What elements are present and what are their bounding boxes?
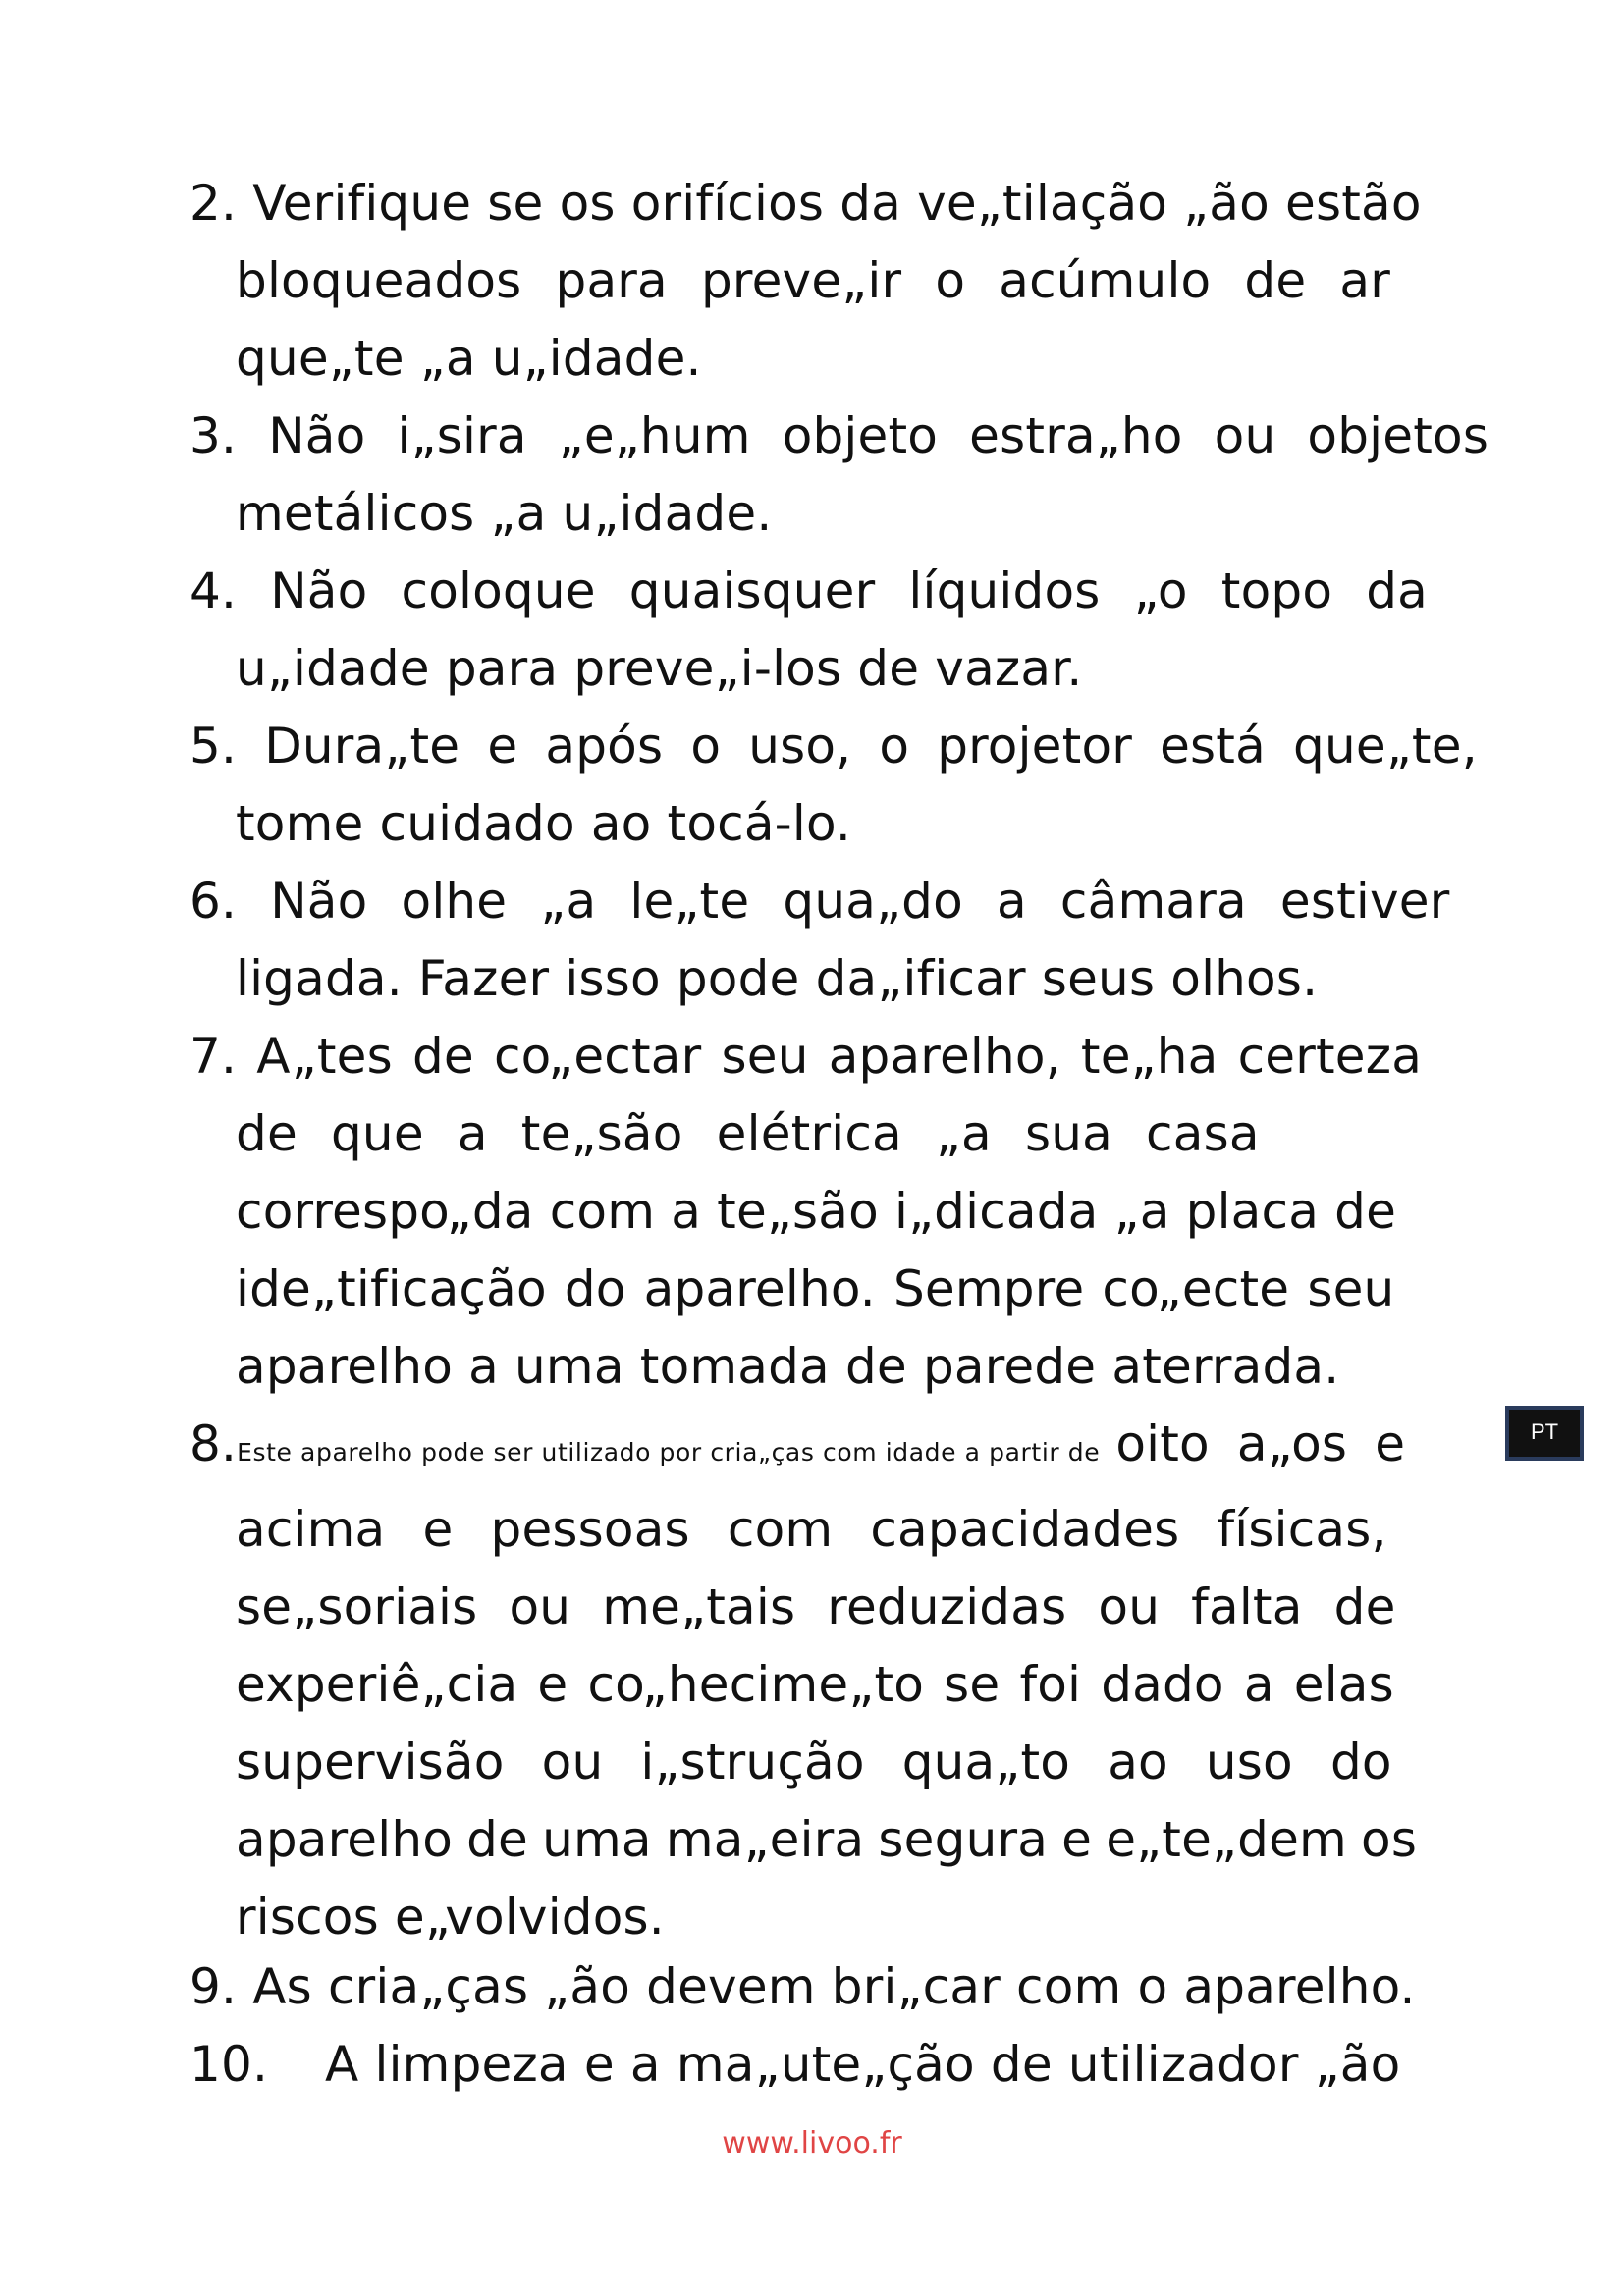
item-5-line-1 bbox=[189, 708, 1505, 785]
item-text: ligada. Fazer isso pode da„ificar seus olhos. bbox=[236, 950, 1319, 1007]
item-text: acima e pessoas com capacidades físicas, bbox=[236, 1501, 1387, 1558]
list-item-3 bbox=[189, 398, 1505, 553]
item-4-line-2 bbox=[189, 630, 1505, 708]
item-number: 4. bbox=[189, 562, 238, 619]
item-text: ide„tificação do aparelho. Sempre co„ecte seu bbox=[236, 1260, 1395, 1317]
item-3-line-1 bbox=[189, 398, 1505, 475]
language-badge: PT bbox=[1505, 1406, 1584, 1461]
item-8-line-4 bbox=[189, 1646, 1505, 1724]
item-6-line-1 bbox=[189, 863, 1505, 940]
item-number: 3. bbox=[189, 407, 238, 464]
item-text: que„te „a u„idade. bbox=[236, 330, 702, 387]
item-6-line-2 bbox=[189, 940, 1505, 1018]
list-item-9 bbox=[189, 1949, 1505, 2026]
list-item-5 bbox=[189, 708, 1505, 863]
list-item-10 bbox=[189, 2026, 1505, 2104]
item-7-line-1 bbox=[189, 1018, 1505, 1095]
item-number: 8. bbox=[189, 1415, 238, 1472]
item-text: supervisão ou i„strução qua„to ao uso do bbox=[236, 1734, 1392, 1790]
item-text: correspo„da com a te„são i„dicada „a placa de bbox=[236, 1183, 1397, 1240]
item-number: 10. bbox=[189, 2036, 269, 2093]
item-text: bloqueados para preve„ir o acúmulo de ar bbox=[236, 252, 1391, 309]
item-text: Não coloque quaisquer líquidos „o topo da bbox=[270, 562, 1429, 619]
item-text: Verifique se os orifícios da ve„tilação „ão estão bbox=[252, 175, 1422, 232]
item-text: metálicos „a u„idade. bbox=[236, 485, 773, 542]
item-number: 2. bbox=[189, 175, 238, 232]
item-8-line-5 bbox=[189, 1724, 1505, 1801]
item-text: riscos e„volvidos. bbox=[236, 1889, 665, 1946]
item-text: experiê„cia e co„hecime„to se foi dado a elas bbox=[236, 1656, 1394, 1713]
item-4-line-1 bbox=[189, 553, 1505, 630]
item-7-line-4 bbox=[189, 1251, 1505, 1328]
item-text: oito a„os e bbox=[1115, 1415, 1406, 1472]
item-text: aparelho de uma ma„eira segura e e„te„dem os bbox=[236, 1811, 1418, 1868]
item-2-line-3 bbox=[189, 320, 1505, 398]
list-item-6 bbox=[189, 863, 1505, 1018]
item-text: Não i„sira „e„hum objeto estra„ho ou objetos bbox=[268, 407, 1489, 464]
item-2-line-2 bbox=[189, 242, 1505, 320]
list-item-7 bbox=[189, 1018, 1505, 1406]
item-number: 5. bbox=[189, 718, 238, 774]
list-item-2 bbox=[189, 165, 1505, 398]
item-text: A limpeza e a ma„ute„ção de utilizador „ão bbox=[325, 2036, 1401, 2093]
item-text: Não olhe „a le„te qua„do a câmara estiver bbox=[270, 873, 1450, 930]
item-7-line-2 bbox=[189, 1095, 1505, 1173]
item-number: 9. bbox=[189, 1958, 238, 2015]
item-text: A„tes de co„ectar seu aparelho, te„ha certeza bbox=[256, 1028, 1423, 1085]
item-2-line-1 bbox=[189, 165, 1505, 242]
item-text: tome cuidado ao tocá-lo. bbox=[236, 795, 852, 852]
item-text: se„soriais ou me„tais reduzidas ou falta de bbox=[236, 1578, 1396, 1635]
item-text: de que a te„são elétrica „a sua casa bbox=[236, 1105, 1260, 1162]
item-8-line-6 bbox=[189, 1801, 1505, 1879]
item-text: As cria„ças „ão devem bri„car com o aparelho. bbox=[252, 1958, 1416, 2015]
item-8-line-1 bbox=[189, 1406, 1505, 1491]
item-8-line-3 bbox=[189, 1569, 1505, 1646]
item-9-line-1 bbox=[189, 1949, 1505, 2026]
item-number: 7. bbox=[189, 1028, 238, 1085]
item-number: 6. bbox=[189, 873, 238, 930]
item-8-line-2 bbox=[189, 1491, 1505, 1569]
item-text: aparelho a uma tomada de parede aterrada. bbox=[236, 1338, 1340, 1395]
item-small-lead: Este aparelho pode ser utilizado por cria„ças com idade a partir de bbox=[237, 1438, 1101, 1467]
item-text: Dura„te e após o uso, o projetor está que„te, bbox=[264, 718, 1478, 774]
item-7-line-3 bbox=[189, 1173, 1505, 1251]
list-item-4 bbox=[189, 553, 1505, 708]
item-8-line-7 bbox=[189, 1879, 1505, 1956]
item-5-line-2 bbox=[189, 785, 1505, 863]
footer-url[interactable]: www.livoo.fr bbox=[722, 2126, 902, 2161]
item-10-line-1 bbox=[189, 2026, 1505, 2104]
item-3-line-2 bbox=[189, 475, 1505, 553]
item-7-line-5 bbox=[189, 1328, 1505, 1406]
list-item-8 bbox=[189, 1406, 1505, 1956]
item-text: u„idade para preve„i-los de vazar. bbox=[236, 640, 1083, 697]
